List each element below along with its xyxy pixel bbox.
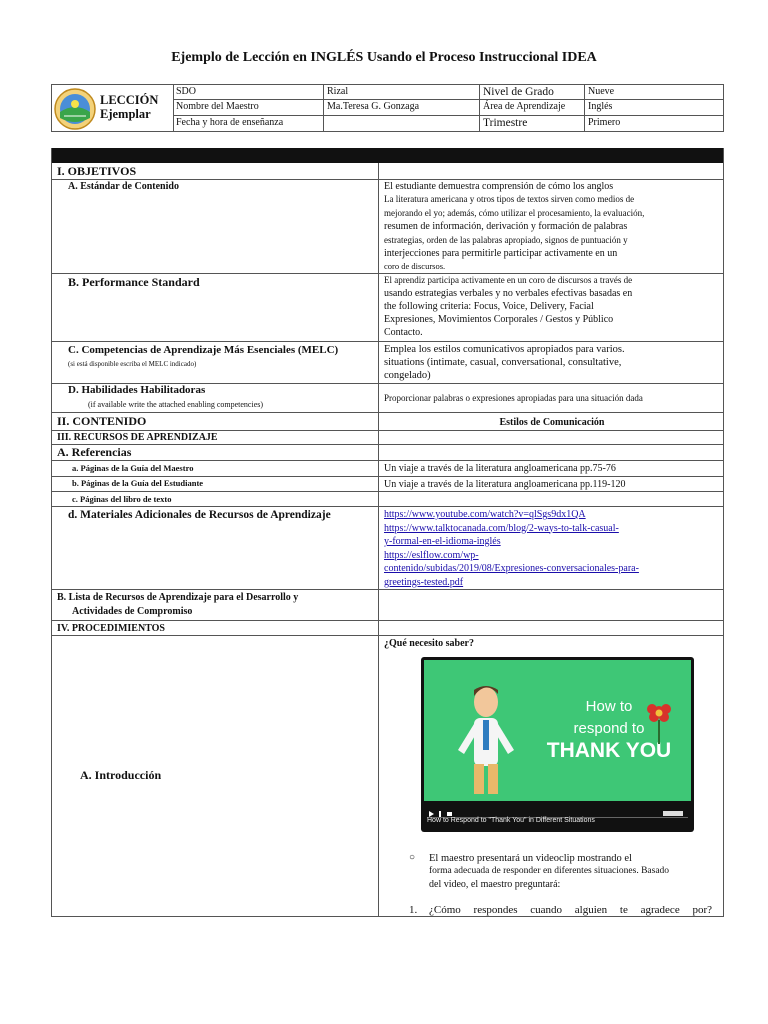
resource-link[interactable]: https://www.talktocanada.com/blog/2-ways-to-talk-casual- xyxy=(384,522,619,534)
melc-label: C. Competencias de Aprendizaje Más Esenciales (MELC) xyxy=(68,344,339,356)
performance-line: the following criteria: Focus, Voice, Delivery, Facial xyxy=(384,301,594,312)
performance-standard-label: B. Performance Standard xyxy=(68,275,200,289)
performance-line: Expresiones, Movimientos Corporales / Gestos y Público xyxy=(384,314,614,325)
video-screen xyxy=(424,660,691,801)
teacher-label: Nombre del Maestro xyxy=(173,100,324,116)
area-label: Área de Aprendizaje xyxy=(480,100,585,116)
guia-maestro-label: a. Páginas de la Guía del Maestro xyxy=(72,463,194,473)
estandar-contenido-label: A. Estándar de Contenido xyxy=(68,181,179,192)
habilidades-label: D. Habilidades Habilitadoras xyxy=(68,384,206,396)
sdo-label: SDO xyxy=(173,85,324,100)
guia-estudiante-value: Un viaje a través de la literatura angloamericana pp.119-120 xyxy=(384,479,626,490)
sdo-value: Rizal xyxy=(324,85,480,100)
school-seal-icon xyxy=(54,88,96,130)
area-value: Inglés xyxy=(585,100,723,116)
lesson-table xyxy=(51,148,724,917)
resource-link[interactable]: contenido/subidas/2019/08/Expresiones-conversacionales-para- xyxy=(384,563,639,574)
recursos-heading: III. RECURSOS DE APRENDIZAJE xyxy=(57,432,218,443)
estandar-contenido-value xyxy=(384,180,686,274)
contenido-heading: II. CONTENIDO xyxy=(57,414,147,428)
habilidades-note: (if available write the attached enabling competencies) xyxy=(88,400,264,409)
page-title: Ejemplo de Lección en INGLÉS Usando el Proceso Instruccional IDEA xyxy=(171,50,597,65)
que-necesito-saber: ¿Qué necesito saber? xyxy=(384,638,474,649)
date-label: Fecha y hora de enseñanza xyxy=(173,116,324,131)
leccion-label xyxy=(100,93,158,121)
video-caption: How to Respond to "Thank You" in Different Situations xyxy=(427,817,595,824)
video-title-line: How to xyxy=(585,698,633,715)
melc-line: congelado) xyxy=(384,370,431,381)
estandar-line: estrategias, orden de las palabras apropiado, signos de puntuación y xyxy=(384,234,628,245)
table-header-bar xyxy=(52,148,723,163)
performance-line: usando estrategias verbales y no verbales efectivas basadas en xyxy=(384,288,633,299)
flower-icon xyxy=(646,700,672,744)
term-label: Trimestre xyxy=(480,116,585,131)
grade-label: Nivel de Grado xyxy=(480,85,585,100)
estandar-line: resumen de información, derivación y formación de palabras xyxy=(384,221,628,233)
bullet-line: El maestro presentará un videoclip mostrando el xyxy=(429,853,632,864)
teacher-value: Ma.Teresa G. Gonzaga xyxy=(324,100,480,116)
question-1-text: ¿Cómo respondes cuando alguien te agradece por? xyxy=(429,904,712,916)
libro-texto-label: c. Páginas del libro de texto xyxy=(72,494,172,504)
introduccion-label: A. Introducción xyxy=(80,768,162,782)
resource-link[interactable]: greetings-tested.pdf xyxy=(384,576,464,588)
guia-estudiante-label: b. Páginas de la Guía del Estudiante xyxy=(72,478,204,488)
term-value: Primero xyxy=(588,117,621,128)
cartoon-man-icon xyxy=(444,680,534,800)
melc-note: (si está disponible escriba el MELC indicado) xyxy=(68,360,197,368)
estandar-line: coro de discursos. xyxy=(384,261,446,272)
resource-link[interactable]: https://eslflow.com/wp- xyxy=(384,549,479,561)
leccion-line-1: LECCIÓN xyxy=(100,93,159,107)
melc-value xyxy=(384,343,666,382)
resource-link[interactable]: https://www.youtube.com/watch?v=qlSgs9dx1QA xyxy=(384,509,586,520)
estandar-line: interjecciones para permitirle participar activamente en un xyxy=(384,248,618,260)
procedimientos-heading: IV. PROCEDIMIENTOS xyxy=(57,623,165,634)
video-title-line: THANK YOU xyxy=(546,739,672,762)
bullet-circle-icon: ○ xyxy=(409,852,416,863)
question-1-number: 1. xyxy=(409,904,418,916)
lista-recursos-label-2: Actividades de Compromiso xyxy=(72,606,193,617)
resource-link[interactable]: y-formal-en-el-idioma-inglés xyxy=(384,536,501,547)
video-thumbnail[interactable] xyxy=(421,657,694,832)
performance-line: El aprendiz participa activamente en un coro de discursos a través de xyxy=(384,275,633,285)
date-value xyxy=(324,116,480,131)
melc-line: Emplea los estilos comunicativos apropiados para varios. xyxy=(384,344,625,355)
contenido-value: Estilos de Comunicación xyxy=(499,417,605,428)
materiales-links xyxy=(384,508,639,589)
video-title-line: respond to xyxy=(573,720,645,737)
performance-line: Contacto. xyxy=(384,327,423,338)
bullet-line: del video, el maestro preguntará: xyxy=(429,879,561,890)
guia-maestro-value: Un viaje a través de la literatura angloamericana pp.75-76 xyxy=(384,463,616,474)
materiales-label: d. Materiales Adicionales de Recursos de Aprendizaje xyxy=(68,509,331,521)
header-grid xyxy=(173,85,723,131)
lesson-header-table xyxy=(51,84,724,132)
performance-standard-value xyxy=(384,274,680,339)
leccion-line-2: Ejemplar xyxy=(100,107,151,121)
estandar-line: La literatura americana y otros tipos de textos sirven como medios de xyxy=(384,194,635,205)
lista-recursos-label-1: B. Lista de Recursos de Aprendizaje para el Desarrollo y xyxy=(57,592,299,603)
objetivos-heading: I. OBJETIVOS xyxy=(57,164,137,178)
estandar-line: El estudiante demuestra comprensión de cómo los anglos xyxy=(384,181,614,192)
intro-bullet-text xyxy=(429,852,691,891)
logo-cell xyxy=(52,85,174,131)
referencias-label: A. Referencias xyxy=(57,445,132,459)
bullet-line: forma adecuada de responder en diferentes situaciones. Basado xyxy=(429,866,670,876)
estandar-line: mejorando el yo; además, cómo utilizar el procesamiento, la evaluación, xyxy=(384,207,645,218)
habilidades-value: Proporcionar palabras o expresiones apropiadas para una situación dada xyxy=(384,393,643,403)
melc-line: situations (intimate, casual, conversational, consultative, xyxy=(384,357,622,368)
column-divider xyxy=(378,163,379,917)
grade-value: Nueve xyxy=(585,85,723,100)
video-controls[interactable] xyxy=(427,805,688,813)
